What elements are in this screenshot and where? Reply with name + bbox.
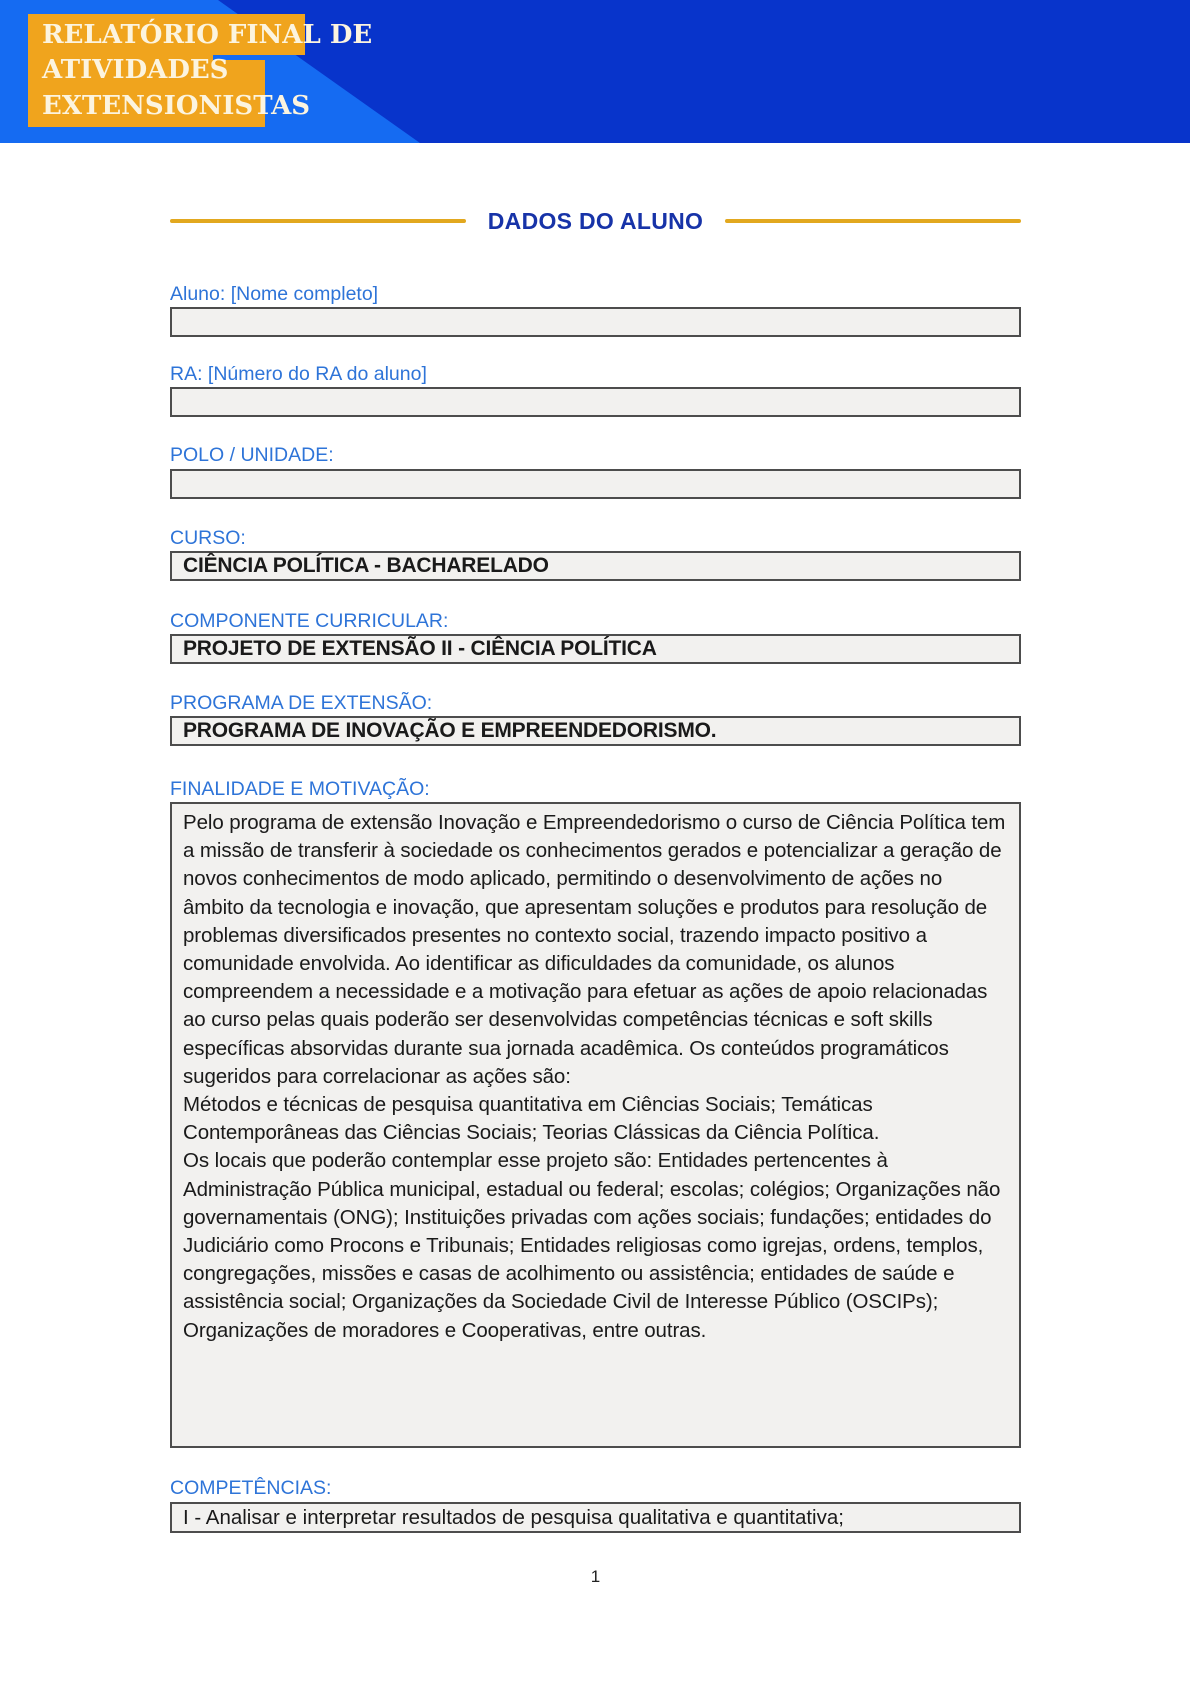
form-content xyxy=(170,143,1021,1587)
aluno-label: Aluno: [Nome completo] xyxy=(170,283,379,305)
page-number: 1 xyxy=(590,1567,601,1586)
field-group-ra xyxy=(170,363,1021,417)
curso-value[interactable]: CIÊNCIA POLÍTICA - BACHARELADO xyxy=(170,551,1021,581)
programa-label: PROGRAMA DE EXTENSÃO: xyxy=(170,692,433,714)
finalidade-paragraph-1: Pelo programa de extensão Inovação e Empreendedorismo o curso de Ciência Política tem a missão de transferir à sociedade os conhecimentos gerados e potencializar a geração de novos conhecimentos de modo aplicado, permitindo o desenvolvimento de ações no âmbito da tecnologia e inovação, que apresentam soluções e produtos para resolução de problemas diversificados presentes no contexto social, trazendo impacto positivo a comunidade envolvida. Ao identificar as dificuldades da comunidade, os alunos compreendem a necessidade e a motivação para efetuar as ações de apoio relacionadas ao curso pelas quais poderão ser desenvolvidas competências técnicas e soft skills específicas absorvidas durante sua jornada acadêmica. Os conteúdos programáticos sugeridos para correlacionar as ações são: xyxy=(183,811,1006,1088)
section-title: DADOS DO ALUNO xyxy=(487,207,704,234)
finalidade-textarea[interactable] xyxy=(170,802,1021,1448)
ra-label: RA: [Número do RA do aluno] xyxy=(170,363,427,385)
section-accent-line-right xyxy=(725,219,1021,223)
curso-label: CURSO: xyxy=(170,527,246,549)
banner-title-line-1 xyxy=(28,14,373,55)
banner-title-text-2: ATIVIDADES xyxy=(42,55,229,85)
componente-value[interactable]: PROJETO DE EXTENSÃO II - CIÊNCIA POLÍTICA xyxy=(170,634,1021,664)
banner-title-line-3 xyxy=(28,85,311,127)
field-group-polo xyxy=(170,444,1021,499)
competencias-label: COMPETÊNCIAS: xyxy=(170,1477,332,1499)
banner-title-text-1: RELATÓRIO FINAL DE xyxy=(42,19,373,50)
field-group-programa xyxy=(170,692,1021,746)
ra-input[interactable] xyxy=(170,387,1021,417)
banner-title-text-3: EXTENSIONISTAS xyxy=(42,91,311,121)
polo-label: POLO / UNIDADE: xyxy=(170,444,334,466)
competencias-value[interactable]: I - Analisar e interpretar resultados de pesquisa qualitativa e quantitativa; xyxy=(170,1502,1021,1533)
aluno-input[interactable] xyxy=(170,307,1021,337)
finalidade-paragraph-2: Métodos e técnicas de pesquisa quantitativa em Ciências Sociais; Temáticas Contemporâneas das Ciências Sociais; Teorias Clássicas da Ciência Política. xyxy=(183,1093,880,1145)
field-group-finalidade xyxy=(170,778,1021,1448)
componente-label: COMPONENTE CURRICULAR: xyxy=(170,610,449,632)
field-group-competencias xyxy=(170,1477,1021,1533)
finalidade-paragraph-3: Os locais que poderão contemplar esse projeto são: Entidades pertencentes à Administração Pública municipal, estadual ou federal; escolas; colégios; Organizações não governamentais (ONG); Instituições privadas com ações sociais; fundações; entidades do Judiciário como Procons e Tribunais; Entidades religiosas como igrejas, ordens, templos, congregações, missões e casas de acolhimento ou assistência; entidades de saúde e assistência social; Organizações da Sociedade Civil de Interesse Público (OSCIPs); Organizações de moradores e Cooperativas, entre outras. xyxy=(183,1149,1001,1342)
banner-title-line-2 xyxy=(28,55,229,85)
polo-input[interactable] xyxy=(170,469,1021,499)
field-group-aluno xyxy=(170,283,1021,337)
programa-value[interactable]: PROGRAMA DE INOVAÇÃO E EMPREENDEDORISMO. xyxy=(170,716,1021,746)
section-header xyxy=(170,207,1021,235)
field-group-curso xyxy=(170,527,1021,581)
section-accent-line-left xyxy=(170,219,466,223)
finalidade-label: FINALIDADE E MOTIVAÇÃO: xyxy=(170,778,430,800)
field-group-componente xyxy=(170,610,1021,664)
report-banner xyxy=(0,0,1190,143)
